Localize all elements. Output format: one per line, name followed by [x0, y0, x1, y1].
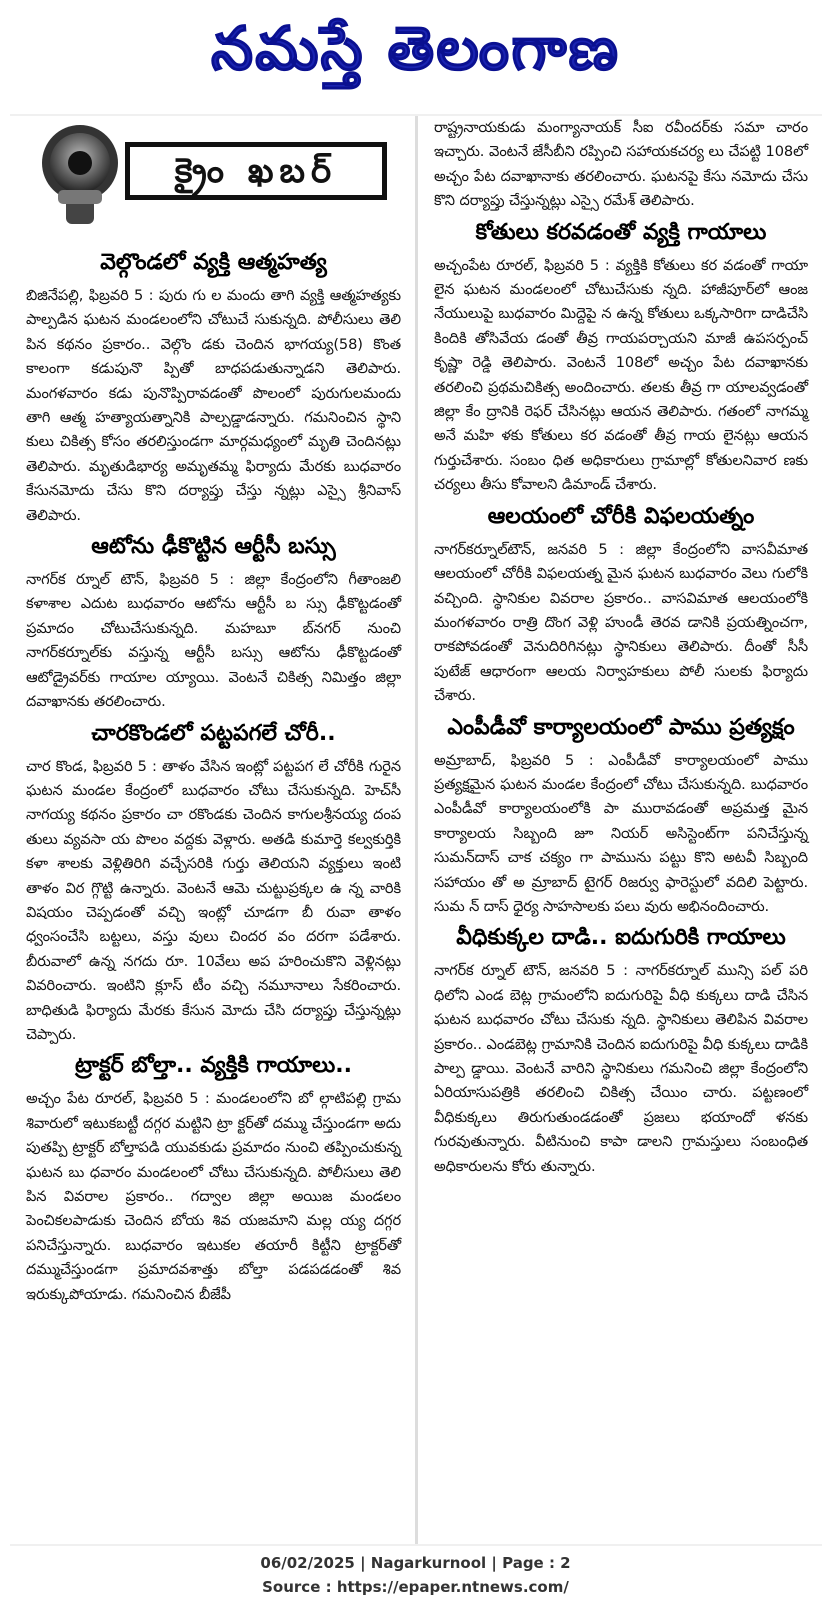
- story-headline: కోతులు కరవడంతో వ్యక్తి గాయాలు: [475, 219, 767, 245]
- footer-date-line: 06/02/2025 | Nagarkurnool | Page : 2: [260, 1554, 571, 1572]
- story-body: అమ్రాబాద్, ఫిబ్రవరి 5 : ఎంపీడీవో కార్యాలయంలో పాము ప్రత్యక్షమైన ఘటన మండల కేంద్రంలో చోటు చేసుకున్నది. బుధవారం ఎంపీడీవో కార్యాలయంలోకి పా మురావడంతో అప్రమత్త మైన కార్యాలయ సిబ్బంది జూ నియర్ అసిస్టెంట్‌గా పనిచేస్తున్న సుమన్‌దాస్ చాక చక్యం గా పామును పట్టు కొని అటవీ సిబ్బంది సహాయం తో అ మ్రాబాద్ టైగర్ రిజర్వు ఫారెస్టులో వదిలి పెట్టారు. సుమ న్ దాస్ ధైర్య సాహసాలకు పలు వురు అభినందించారు.: [434, 751, 808, 915]
- column-left: [10, 116, 415, 1544]
- story-body: అచ్చంపేట రూరల్, ఫిబ్రవరి 5 : వ్యక్తికి కోతులు కర వడంతో గాయా లైన ఘటన మండలంలో చోటుచేసుకు న్నది. హాజీపూర్‌లో ఆంజ నేయులుపై బుధవారం మిద్దెపై న ఉన్న కోతులు ఒక్కసారిగా దాడిచేసి కిందికి తోసివేయ డంతో తీవ్ర గాయపర్చాయని మాజీ ఉపసర్పంచ్ కృష్ణా రెడ్డి తెలిపారు. వెంటనే 108లో అచ్చం పేట దవాఖానకు తరలించి ప్రథమచికిత్స అందించారు. తలకు తీవ్ర గా యాలవ్వడంతో జిల్లా కేం ద్రానికి రెఫర్ చేసినట్లు ఆయన తెలిపారు. గతంలో నాగమ్మ అనే మహి ళకు కోతులు కర వడంతో తీవ్ర గాయ లైనట్లు ఆయన గుర్తుచేశారు. సంబం ధిత అధికారులు గ్రామాల్లో కోతులనివార ణకు చర్యలు తీసు కోవాలని డిమాండ్ చేశారు.: [434, 256, 808, 494]
- story: [10, 1051, 415, 1307]
- story: [10, 532, 415, 714]
- section-label: క్రైం ఖబర్: [174, 151, 338, 191]
- story-headline: వీధికుక్కల దాడి.. ఐదుగురికి గాయాలు: [456, 925, 786, 951]
- story: [418, 218, 822, 498]
- story: [10, 719, 415, 1048]
- story: [418, 713, 822, 920]
- story-headline: ఆలయంలో చోరీకి విఫలయత్నం: [487, 503, 755, 529]
- footer-source-link[interactable]: Source : https://epaper.ntnews.com/: [262, 1578, 569, 1596]
- story-body: రాష్ట్రనాయకుడు మంగ్యానాయక్ సీఐ రవీందర్‌కు సమా చారం ఇచ్చారు. వెంటనే జేసీబీని రప్పించి సహాయకచర్య లు చేపట్టి 108లో అచ్చం పేట దవాఖానాకు తరలించారు. ఘటనపై కేసు నమోదు చేసు కొని దర్యాప్తు చేస్తున్నట్లు ఎస్సై రమేశ్ తెలిపారు.: [434, 119, 808, 210]
- story-headline: ఎంపీడీవో కార్యాలయంలో పాము ప్రత్యక్షం: [447, 714, 795, 740]
- column-right: [418, 116, 822, 1544]
- story-body: చార కొండ, ఫిబ్రవరి 5 : తాళం వేసిన ఇంట్లో పట్టపగ లే చోరీకి గురైన ఘటన మండల కేంద్రంలో బుధవారం చోటు చేసుకున్నది. హెచ్‌సీ నాగయ్య కథనం ప్రకారం చా రకొండకు చెందిన కాగులశ్రీనయ్య దంప తులు వ్యవసా య పొలం వద్దకు వెళ్లారు. అతడి కుమార్తె కల్వకుర్తికి కళా శాలకు వెళ్లితిరిగి వచ్చేసరికి గుర్తు తెలియని వ్యక్తులు ఇంటి తాళం విర గ్గొట్టి ఉన్నారు. వెంటనే ఆమె చుట్టుప్రక్కల ఉ న్న వారికి విషయం చెప్పడంతో వచ్చి ఇంట్లో చూడగా బీ రువా తాళం ధ్వంసంచేసి బట్టలు, వస్తు వులు చిందర వం దరగా పడేశారు. బీరువాలో ఉన్న నగదు రూ. 10వేలు అప హరించుకొని వెళ్లినట్లు వివరించారు. ఇంటిని క్లూస్ టీం వచ్చి నమూనాలు సేకరించారు. బాధితుడి ఫిర్యాదు మేరకు కేసున మోదు చేసి దర్యాప్తు చేస్తున్నట్లు చెప్పారు.: [26, 757, 401, 1043]
- section-label-box: [125, 142, 387, 200]
- story-body: అచ్చం పేట రూరల్, ఫిబ్రవరి 5 : మండలంలోని బో ల్గాటిపల్లి గ్రామ శివారులో ఇటుకబట్టీ దగ్గర మట్టిని ట్రా క్టర్‌తో దమ్ము చేస్తుండగా అదు పుతప్పి ట్రాక్టర్ బోల్తాపడి యువకుడు ప్రమాదం నుంచి తప్పించుకున్న ఘటన బు ధవారం మండలంలో చోటు చేసుకున్నది. పోలీసులు తెలి పిన వివరాల ప్రకారం.. గద్వాల జిల్లా అయిజ మండలం పెంచికలపాడుకు చెందిన బోయ శివ యజమాని మల్ల య్య దగ్గర పనిచేస్తున్నారు. బుధవారం ఇటుకల తయారీ కిట్టీని ట్రాక్టర్‌తో దమ్ముచేస్తుండగా ప్రమాదవశాత్తు బోల్తా పడపడడంతో శివ ఇరుక్కుపోయాడు. గమనించిన బీజేపీ: [26, 1090, 401, 1303]
- story-continuation: [418, 116, 822, 214]
- story-body: నాగర్‌క ర్నూల్ టౌన్, జనవరి 5 : నాగర్‌కర్నూల్ మున్సి పల్ పరి ధిలోని ఎండ బెట్ల గ్రామంలోని ఐదుగురిపై వీధి కుక్కలు దాడి చేసిన ఘటన బుధవారం చోటు చేసుకు న్నది. స్థానికులు తెలిపిన వివరాల ప్రకారం.. ఎండబెట్ల గ్రామానికి చెందిన ఐదుగురిపై వీధి కుక్కలు దాడికి పాల్ప డ్డాయి. వెంటనే వారిని స్థానికులు గమనించి జిల్లా కేంద్రంలోని ఏరియాసుపత్రికి తరలించి చికిత్స చేయిం చారు. పట్టణంలో వీధికుక్కలు తిరుగుతుండడంతో ప్రజలు భయాందో ళనకు గురవుతున్నారు. వీటినుంచి కాపా డాలని గ్రామస్తులు సంబంధిత అధికారులను కోరు తున్నారు.: [434, 962, 808, 1175]
- masthead: [0, 0, 831, 100]
- story-body: బిజినేపల్లి, ఫిబ్రవరి 5 : పురు గు ల మందు తాగి వ్యక్తి ఆత్మహత్యకు పాల్పడిన ఘటన మండలంలోని చోటుచే సుకున్నది. పోలీసులు తెలి పిన కథనం ప్రకారం.. వెల్గొం డకు చెందిన భాగయ్య(58) కొంత కాలంగా కడుపునొ ప్పితో బాధపడుతున్నాడని తెలిపారు. మంగళవారం కడు పునొప్పిరావడంతో పొలంలో పురుగులమందు తాగి ఆత్మ హత్యాయత్నానికి పాల్పడ్డాడన్నారు. గమనించిన స్థాని కులు చికిత్స కోసం తరలిస్తుండగా మార్గమధ్యంలో మృతి చెందినట్లు తెలిపారు. మృతుడిభార్య అమృతమ్మ ఫిర్యాదు మేరకు బుధవారం కేసునమోదు చేసు కొని దర్యాప్తు చేస్తు న్నట్లు ఎస్సై శ్రీనివాస్ తెలిపారు.: [26, 287, 401, 524]
- revolver-icon: [30, 118, 130, 228]
- story-headline: వెల్గొండలో వ్యక్తి ఆత్మహత్య: [100, 250, 327, 275]
- story-body: నాగర్‌క ర్నూల్ టౌన్, ఫిబ్రవరి 5 : జిల్లా కేంద్రంలోని గీతాంజలి కళాశాల ఎదుట బుధవారం ఆటోను ఆర్టీసీ బ స్సు ఢీకొట్టడంతో ప్రమాదం చోటుచేసుకున్నది. మహబూ బ్‌నగర్ నుంచి నాగర్‌కర్నూల్‌కు వస్తున్న ఆర్టీసీ బస్సు ఆటోను ఢీకొట్టడంతో ఆటోడ్రైవర్‌కు గాయాల య్యాయి. వెంటనే చికిత్స నిమిత్తం జిల్లా దవాఖానకు తరలించారు.: [26, 571, 401, 711]
- newspaper-title: నమస్తే తెలంగాణ: [210, 14, 621, 84]
- story-headline: ఆటోను ఢీకొట్టిన ఆర్టీసీ బస్సు: [91, 534, 336, 560]
- story-headline: చారకొండలో పట్టపగలే చోరీ..: [91, 720, 336, 746]
- section-banner: [10, 116, 415, 244]
- story-headline: ట్రాక్టర్ బోల్తా.. వ్యక్తికి గాయాలు..: [74, 1053, 353, 1079]
- story-body: నాగర్‌కర్నూల్‌టౌన్, జనవరి 5 : జిల్లా కేంద్రంలోని వాసవీమాత ఆలయంలో చోరీకి విఫలయత్న మైన ఘటన బుధవారం వెలు గులోకి వచ్చింది. స్థానికుల వివరాల ప్రకారం.. వాసవిమాత ఆలయంలోకి మంగళవారం రాత్రి దొంగ వెళ్లి హుండీ తెరవ డానికి ప్రయత్నించగా, రాకపోవడంతో వెనుదిరిగినట్లు స్థానికులు తెలిపారు. దీంతో సీసీ పుటేజ్ ఆధారంగా ఆలయ నిర్వాహకులు పోలీ సులకు ఫిర్యాదు చేశారు.: [434, 540, 808, 705]
- story: [418, 502, 822, 709]
- story: [418, 923, 822, 1179]
- news-clipping: [10, 114, 822, 1546]
- story: [10, 248, 415, 528]
